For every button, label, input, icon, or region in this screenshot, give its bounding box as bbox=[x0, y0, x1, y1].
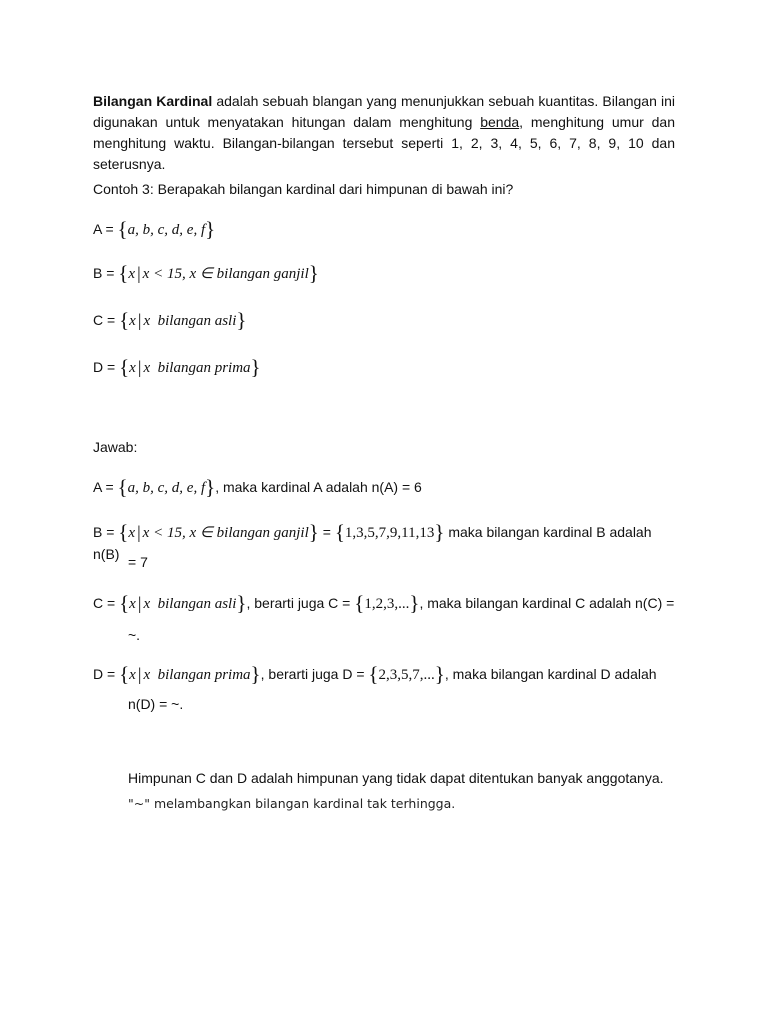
answer-a bbox=[93, 477, 675, 499]
answer-b-label: B = bbox=[93, 524, 119, 540]
open-brace: { bbox=[118, 520, 129, 544]
close-brace: } bbox=[434, 662, 445, 686]
answer-c-continuation: ~. bbox=[128, 627, 141, 643]
set-c-var: x bbox=[129, 313, 136, 329]
underlined-word: benda bbox=[480, 114, 520, 130]
open-brace: { bbox=[368, 662, 379, 686]
answer-b-condition: x < 15, x ∈ bilangan ganjil bbox=[142, 525, 309, 541]
closing-line-1: Himpunan C dan D adalah himpunan yang tidak dapat ditentukan banyak anggotanya. bbox=[128, 770, 664, 786]
close-brace: } bbox=[434, 520, 445, 544]
set-b-condition: x < 15, x ∈ bilangan ganjil bbox=[142, 266, 309, 282]
answer-d-text-end: , maka bilangan kardinal D adalah bbox=[444, 666, 657, 682]
example-set-a bbox=[93, 219, 675, 241]
intro-paragraph bbox=[93, 91, 675, 175]
open-brace: { bbox=[119, 308, 130, 332]
answer-d bbox=[93, 664, 675, 686]
close-brace: } bbox=[308, 261, 319, 285]
open-brace: { bbox=[119, 591, 130, 615]
close-brace: } bbox=[250, 355, 261, 379]
answer-c-text-end: , maka bilangan kardinal C adalah n(C) = bbox=[419, 595, 675, 611]
set-c-label: C = bbox=[93, 312, 120, 328]
answer-b-continuation: = 7 bbox=[128, 554, 148, 570]
answer-heading: Jawab: bbox=[93, 439, 138, 455]
answer-d-var: x bbox=[129, 667, 136, 683]
answer-c-condition: x bilangan asli bbox=[143, 596, 237, 612]
close-brace: } bbox=[205, 217, 216, 241]
intro-text-2: , menghitung umur dan menghitung waktu. Bilangan-bilangan tersebut seperti 1, 2, 3, 4, 5, 6, 7, 8, 9, 10 dan seterusnya. bbox=[93, 114, 675, 172]
set-builder-bar: | bbox=[137, 664, 142, 684]
example-set-c bbox=[93, 310, 675, 332]
intro-term: Bilangan Kardinal bbox=[93, 93, 213, 109]
open-brace: { bbox=[119, 355, 130, 379]
close-brace: } bbox=[250, 662, 261, 686]
close-brace: } bbox=[236, 308, 247, 332]
answer-a-text: , maka kardinal A adalah n(A) = 6 bbox=[215, 479, 422, 495]
set-b-label: B = bbox=[93, 265, 119, 281]
answer-c-enum: 1,2,3,... bbox=[364, 596, 410, 612]
close-brace: } bbox=[205, 475, 216, 499]
answer-d-label: D = bbox=[93, 666, 120, 682]
set-b-var: x bbox=[128, 266, 136, 282]
answer-a-set: a, b, c, d, e, f bbox=[127, 480, 206, 496]
answer-a-label: A = bbox=[93, 479, 118, 495]
open-brace: { bbox=[334, 520, 345, 544]
answer-c-text-mid: , berarti juga C = bbox=[246, 595, 355, 611]
close-brace: } bbox=[308, 520, 319, 544]
answer-b-enum: 1,3,5,7,9,11,13 bbox=[344, 525, 435, 541]
close-brace: } bbox=[236, 591, 247, 615]
answer-c bbox=[93, 593, 675, 615]
open-brace: { bbox=[118, 261, 129, 285]
set-builder-bar: | bbox=[137, 263, 141, 283]
answer-d-text-mid: , berarti juga D = bbox=[260, 666, 369, 682]
intro-text-1: adalah sebuah blangan yang menunjukkan sebuah kuantitas. Bilangan ini digunakan untuk menyatakan hitungan dalam menghitung bbox=[93, 93, 675, 130]
set-builder-bar: | bbox=[137, 522, 141, 542]
open-brace: { bbox=[119, 662, 130, 686]
answer-b-var: x bbox=[128, 525, 136, 541]
open-brace: { bbox=[117, 475, 128, 499]
answer-d-enum: 2,3,5,7,... bbox=[378, 667, 435, 683]
answer-b-text: maka bilangan kardinal B adalah n(B) bbox=[93, 524, 652, 562]
set-d-label: D = bbox=[93, 359, 120, 375]
example-heading: Contoh 3: Berapakah bilangan kardinal dari himpunan di bawah ini? bbox=[93, 181, 514, 197]
set-d-condition: x bilangan prima bbox=[143, 360, 251, 376]
set-c-condition: x bilangan asli bbox=[143, 313, 237, 329]
close-brace: } bbox=[409, 591, 420, 615]
open-brace: { bbox=[354, 591, 365, 615]
set-builder-bar: | bbox=[137, 357, 142, 377]
set-a-body: a, b, c, d, e, f bbox=[127, 222, 206, 238]
answer-d-continuation: n(D) = ~. bbox=[128, 696, 184, 712]
set-d-var: x bbox=[129, 360, 136, 376]
set-a-label: A = bbox=[93, 221, 118, 237]
answer-c-var: x bbox=[129, 596, 136, 612]
answer-c-label: C = bbox=[93, 595, 120, 611]
answer-d-condition: x bilangan prima bbox=[143, 667, 251, 683]
open-brace: { bbox=[117, 217, 128, 241]
set-builder-bar: | bbox=[137, 310, 142, 330]
closing-line-2: "~" melambangkan bilangan kardinal tak terhingga. bbox=[128, 796, 456, 811]
example-set-d bbox=[93, 357, 675, 379]
set-builder-bar: | bbox=[137, 593, 142, 613]
answer-b-equals: = bbox=[318, 524, 335, 540]
example-set-b bbox=[93, 263, 675, 285]
